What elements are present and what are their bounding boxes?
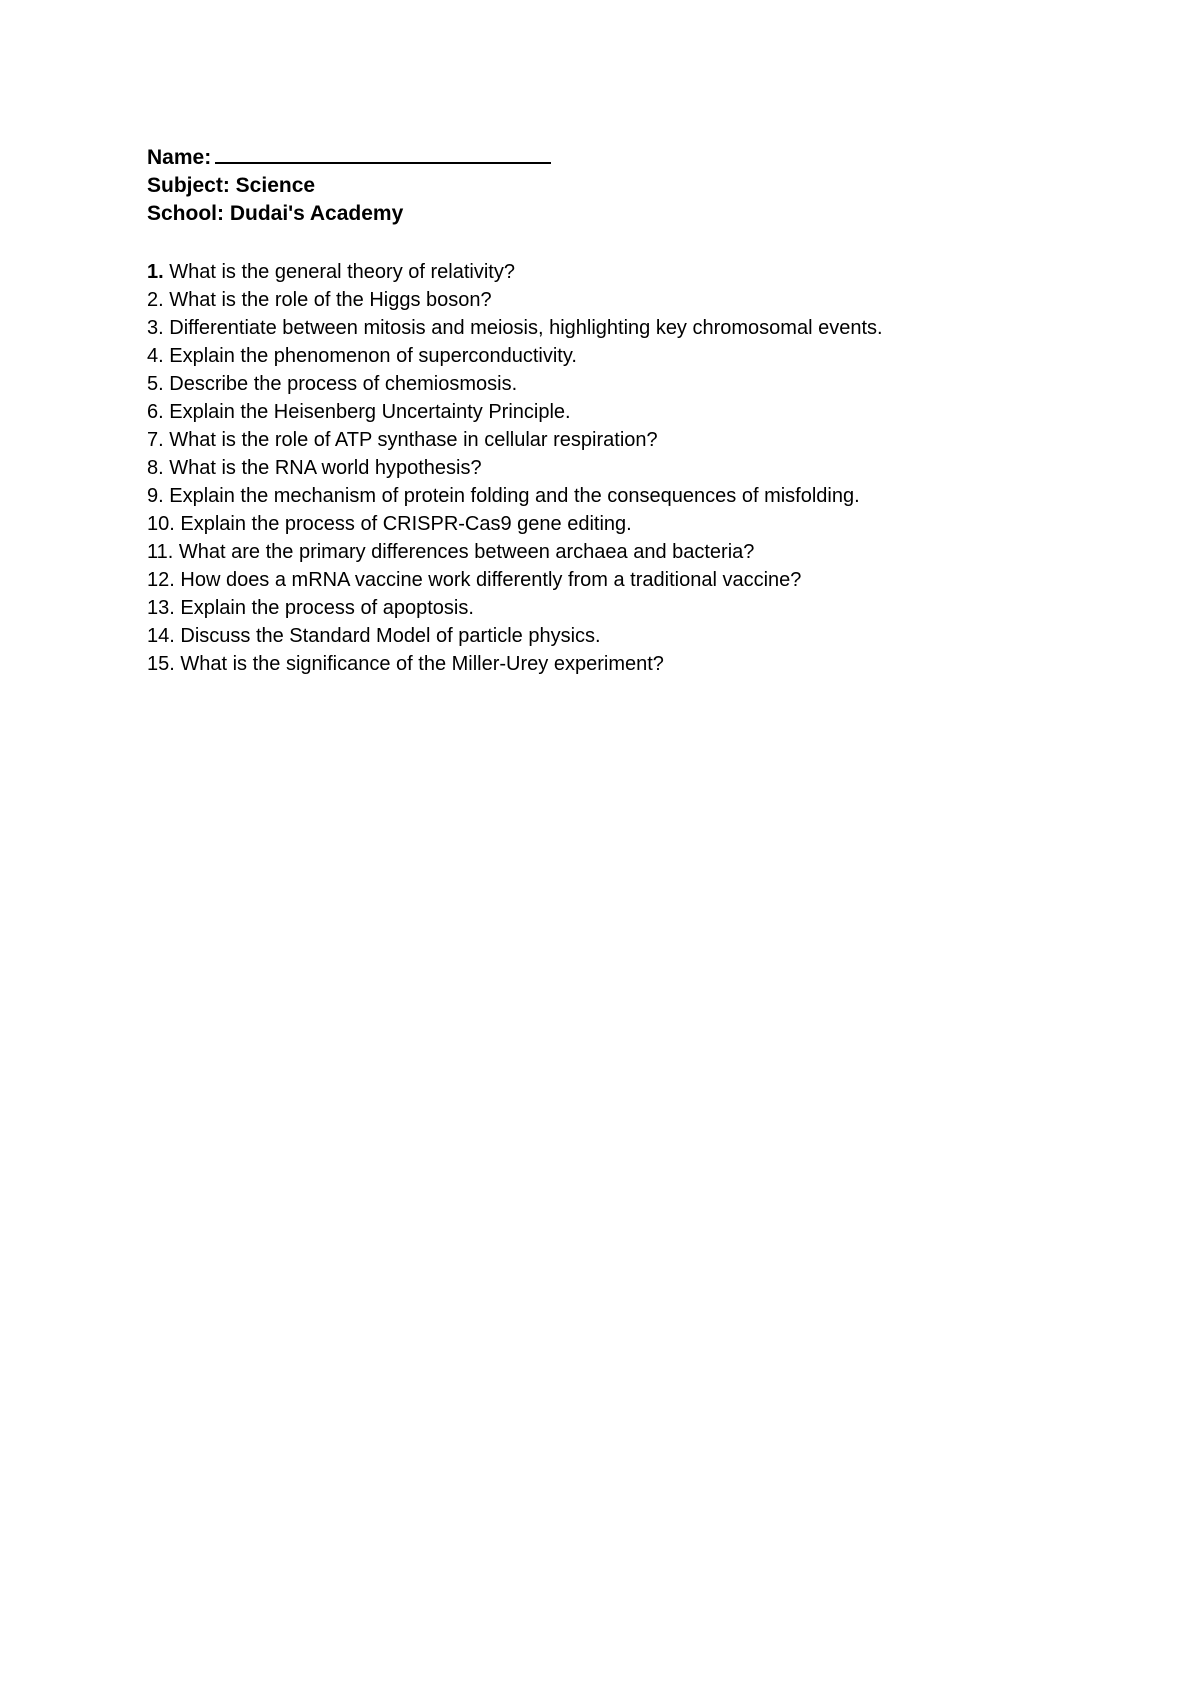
name-blank-line — [215, 144, 551, 164]
question-text: What are the primary differences between archaea and bacteria? — [178, 541, 755, 563]
question-item — [147, 566, 1107, 594]
question-text: What is the general theory of relativity? — [169, 261, 515, 283]
question-item — [147, 286, 1107, 314]
question-number: 4. — [147, 345, 164, 367]
worksheet-content — [147, 144, 1107, 678]
school-line: School: Dudai's Academy — [147, 202, 404, 225]
question-item — [147, 510, 1107, 538]
question-item — [147, 622, 1107, 650]
question-item — [147, 258, 1107, 286]
question-text: Explain the mechanism of protein folding and the consequences of misfolding. — [169, 485, 860, 507]
question-text: How does a mRNA vaccine work differently from a traditional vaccine? — [180, 569, 802, 591]
question-item — [147, 594, 1107, 622]
question-number: 7. — [147, 429, 164, 451]
subject-line: Subject: Science — [147, 174, 316, 197]
question-text: What is the role of the Higgs boson? — [169, 289, 492, 311]
name-line — [147, 144, 1107, 172]
question-item — [147, 482, 1107, 510]
question-text: Explain the phenomenon of superconductivity. — [169, 345, 577, 367]
question-item — [147, 370, 1107, 398]
question-text: Describe the process of chemiosmosis. — [169, 373, 518, 395]
question-item — [147, 398, 1107, 426]
question-text: Explain the Heisenberg Uncertainty Principle. — [169, 401, 571, 423]
question-item — [147, 342, 1107, 370]
question-number: 9. — [147, 485, 164, 507]
question-number: 6. — [147, 401, 164, 423]
question-text: What is the RNA world hypothesis? — [169, 457, 482, 479]
question-text: What is the role of ATP synthase in cellular respiration? — [169, 429, 658, 451]
question-text: Differentiate between mitosis and meiosis, highlighting key chromosomal events. — [169, 317, 883, 339]
question-item — [147, 314, 1107, 342]
question-number: 13. — [147, 597, 175, 619]
question-number: 14. — [147, 625, 175, 647]
question-number: 8. — [147, 457, 164, 479]
question-number: 10. — [147, 513, 175, 535]
question-number: 1. — [147, 261, 164, 283]
question-number: 12. — [147, 569, 175, 591]
question-number: 2. — [147, 289, 164, 311]
question-number: 5. — [147, 373, 164, 395]
question-text: Discuss the Standard Model of particle physics. — [180, 625, 601, 647]
question-text: What is the significance of the Miller-Urey experiment? — [180, 653, 664, 675]
question-item — [147, 650, 1107, 678]
question-number: 11. — [147, 541, 174, 563]
question-number: 3. — [147, 317, 164, 339]
question-text: Explain the process of apoptosis. — [180, 597, 474, 619]
question-list — [147, 258, 1107, 678]
question-item — [147, 454, 1107, 482]
question-item — [147, 426, 1107, 454]
name-label: Name: — [147, 146, 212, 169]
question-text: Explain the process of CRISPR-Cas9 gene editing. — [180, 513, 632, 535]
question-number: 15. — [147, 653, 175, 675]
question-item — [147, 538, 1107, 566]
